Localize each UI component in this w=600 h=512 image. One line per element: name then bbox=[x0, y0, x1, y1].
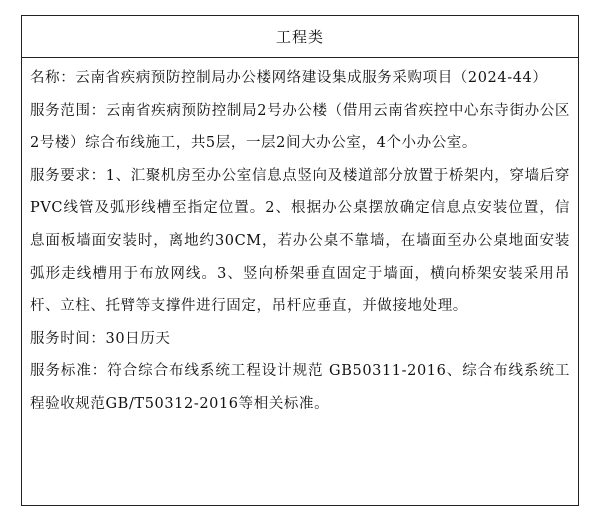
category-title: 工程类 bbox=[275, 28, 324, 46]
table-header bbox=[22, 16, 578, 58]
project-table bbox=[21, 15, 579, 506]
project-name: 名称：云南省疾病预防控制局办公楼网络建设集成服务采购项目（2024-44） bbox=[30, 70, 548, 86]
service-standards: 服务标准：符合综合布线系统工程设计规范 GB50311-2016、综合布线系统工程验收规范GB/T50312-2016等相关标准。 bbox=[30, 363, 570, 412]
table-body bbox=[22, 58, 578, 421]
service-time: 服务时间：30日历天 bbox=[30, 330, 171, 347]
service-scope: 服务范围：云南省疾病预防控制局2号办公楼（借用云南省疾控中心东寺街办公区2号楼）综合布线施工，共5层，一层2间大办公室，4个小办公室。 bbox=[30, 102, 570, 152]
service-requirements: 服务要求：1、汇聚机房至办公室信息点竖向及楼道部分放置于桥架内，穿墙后穿PVC线管及弧形线槽至指定位置。2、根据办公桌摆放确定信息点安装位置，信息面板墙面安装时，离地约30CM，若办公桌不靠墙，在墙面至办公桌地面安装弧形走线槽用于布放网线。3、竖向桥架垂直固定于墙面，横向桥架安装采用吊杆、立柱、托臂等支撑件进行固定，吊杆应垂直，并做接地处理。 bbox=[30, 167, 570, 315]
